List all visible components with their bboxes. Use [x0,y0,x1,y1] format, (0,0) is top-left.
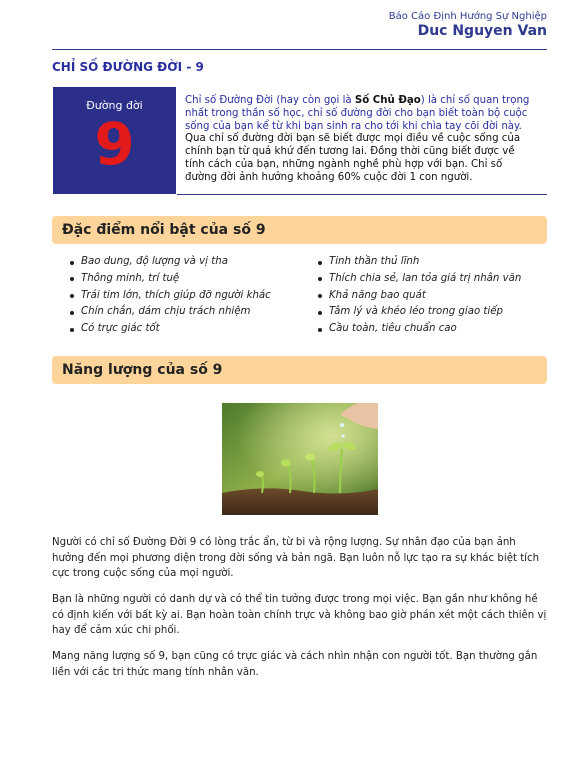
list-item: Khả năng bao quát [317,288,521,305]
page-title: CHỈ SỐ ĐƯỜNG ĐỜI - 9 [52,60,204,74]
report-header [389,11,547,39]
list-item: Chín chắn, dám chịu trách nhiệm [69,304,271,321]
energy-paragraph-2: Bạn là những người có danh dự và có thể tin tưởng được trong mọi việc. Bạn gần như không hề có định kiến với bất kỳ ai. Bạn hoàn toàn chính trực và không bao giờ phán xét một cách thiên vị hay để cảm xúc chi phối. [52,594,547,637]
intro-bold-term: Số Chủ Đạo [354,95,421,106]
lifepath-label: Đường đời [86,99,143,112]
list-item: Tinh thần thủ lĩnh [317,254,521,271]
list-item: Bao dung, độ lượng và vị tha [69,254,271,271]
list-item: Thông minh, trí tuệ [69,271,271,288]
header-divider [52,49,547,50]
lifepath-number-box [53,87,176,194]
person-name: Duc Nguyen Van [417,23,547,39]
intro-text-2: ) là chỉ số quan trọng nhất trong thần số học, chỉ số đường đời cho bạn biết toàn bộ cuộc sống của bạn kể từ khi bạn sinh ra cho tới khi chìa tay cõi đời này. [185,95,530,132]
traits-list-left [69,254,271,338]
list-item: Thích chia sẻ, lan tỏa giá trị nhân văn [317,271,521,288]
traits-section-header [52,216,547,244]
intro-divider [177,194,547,195]
traits-section-title: Đặc điểm nổi bật của số 9 [62,222,266,238]
energy-section-header [52,356,547,384]
intro-text-1: Chỉ số Đường Đời (hay còn gọi là [185,95,355,106]
report-title: Báo Cáo Định Hướng Sự Nghiệp [388,11,547,22]
intro-paragraph [185,95,533,185]
list-item: Tâm lý và khéo léo trong giao tiếp [317,304,521,321]
list-item: Cầu toàn, tiêu chuẩn cao [317,321,521,338]
energy-section-title: Năng lượng của số 9 [62,362,223,378]
traits-list-right [317,254,521,338]
list-item: Trái tim lớn, thích giúp đỡ người khác [69,288,271,305]
energy-paragraph-3: Mang năng lượng số 9, bạn cũng có trực giác và cách nhìn nhận con người tốt. Bạn thường gắn liền với các tri thức mang tính nhân văn. [52,651,538,678]
intro-text-3: Qua chỉ số đường đời bạn sẽ biết được mọi điều về cuộc sống của chính bạn từ quá khứ đến tương lai. Đồng thời cũng biết được về tính cách của bạn, những ngành nghề phù hợp với bạn. Chỉ số đường đời ảnh hưởng khoảng 60% cuộc đời 1 con người. [185,133,521,183]
energy-paragraph-1: Người có chỉ số Đường Đời 9 có lòng trắc ẩn, từ bi và rộng lượng. Sự nhân đạo của bạn ảnh hưởng đến mọi phương diện trong đời sống và bản ngã. Bạn luôn nỗ lực tạo ra sự khác biệt tích cực trong cuộc sống của mọi người. [52,537,540,580]
list-item: Có trực giác tốt [69,321,271,338]
lifepath-number: 9 [94,110,135,178]
seedlings-watering-photo [222,403,378,515]
